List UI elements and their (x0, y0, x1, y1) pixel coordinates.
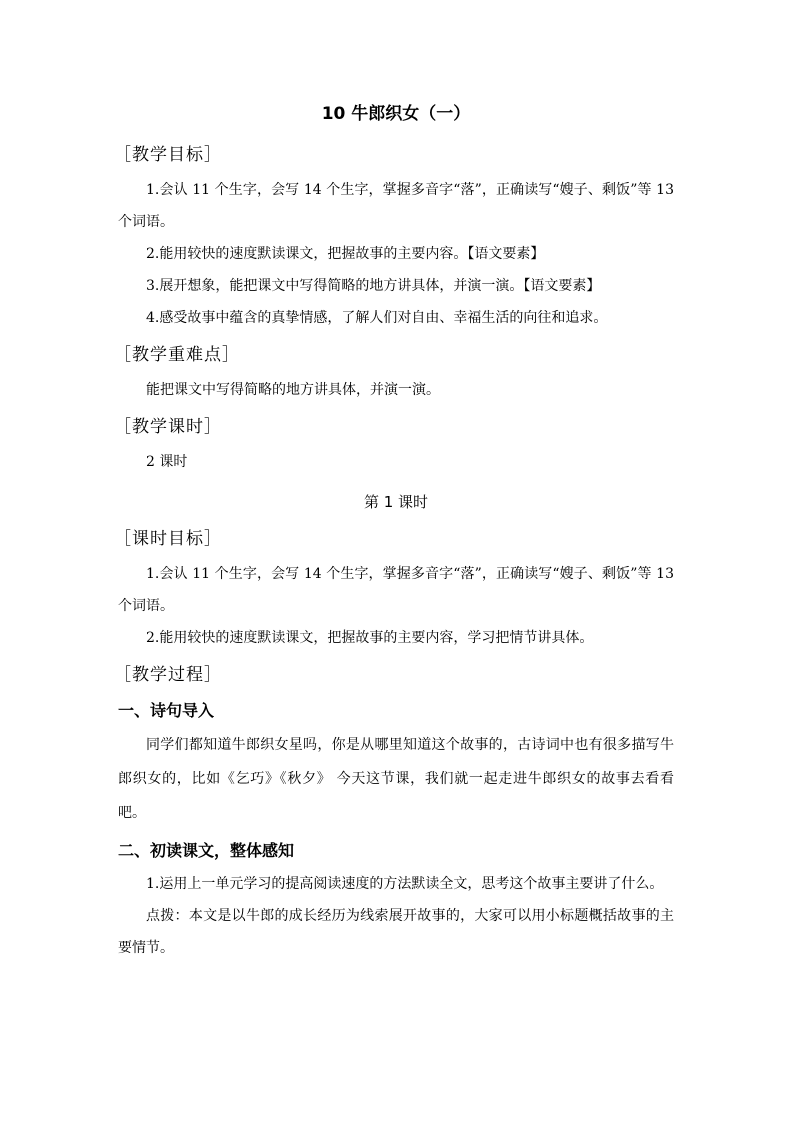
section-heading-goals: ［教学目标］ (114, 145, 222, 165)
lesson-title: 第 1 课时 (363, 493, 429, 511)
lesson-goal-item-2: 2.能用较快的速度默读课文，把握故事的主要内容，学习把情节讲具体。 (146, 630, 594, 646)
section-heading-lesson-goals: ［课时目标］ (114, 529, 222, 549)
goal-item-3: 3.展开想象，能把课文中写得简略的地方讲具体，并演一演。【语文要素】 (146, 278, 601, 294)
hours-text: 2 课时 (146, 454, 188, 470)
section-heading-difficulty: ［教学重难点］ (114, 345, 240, 365)
section-heading-hours: ［教学课时］ (114, 417, 222, 437)
process-part2-text1: 1.运用上一单元学习的提高阅读速度的方法默读全文，思考这个故事主要讲了什么。 (146, 876, 664, 892)
goal-item-4: 4.感受故事中蕴含的真挚情感，了解人们对自由、幸福生活的向往和追求。 (146, 310, 608, 326)
process-part1-heading: 一、诗句导入 (118, 701, 215, 720)
difficulty-text: 能把课文中写得简略的地方讲具体，并演一演。 (146, 382, 440, 398)
process-part1-text: 同学们都知道牛郎织女星吗，你是从哪里知道这个故事的，古诗词中也有很多描写牛郎织女的，比如《乞巧》《秋夕》 今天这节课，我们就一起走进牛郎织女的故事去看看吧。 (118, 737, 674, 821)
section-heading-process: ［教学过程］ (114, 665, 222, 685)
document-title: 10 牛郎织女（一） (321, 104, 471, 124)
process-part2-heading: 二、初读课文，整体感知 (118, 841, 295, 860)
goal-item-1: 1.会认 11 个生字，会写 14 个生字，掌握多音字“落”，正确读写“嫂子、剩饭”等 13 个词语。 (118, 182, 674, 230)
process-part2-text2: 点拨：本文是以牛郎的成长经历为线索展开故事的，大家可以用小标题概括故事的主要情节。 (118, 908, 674, 956)
lesson-goal-item-1: 1.会认 11 个生字，会写 14 个生字，掌握多音字“落”，正确读写“嫂子、剩饭”等 13 个词语。 (118, 566, 674, 614)
goal-item-2: 2.能用较快的速度默读课文，把握故事的主要内容。【语文要素】 (146, 246, 545, 262)
